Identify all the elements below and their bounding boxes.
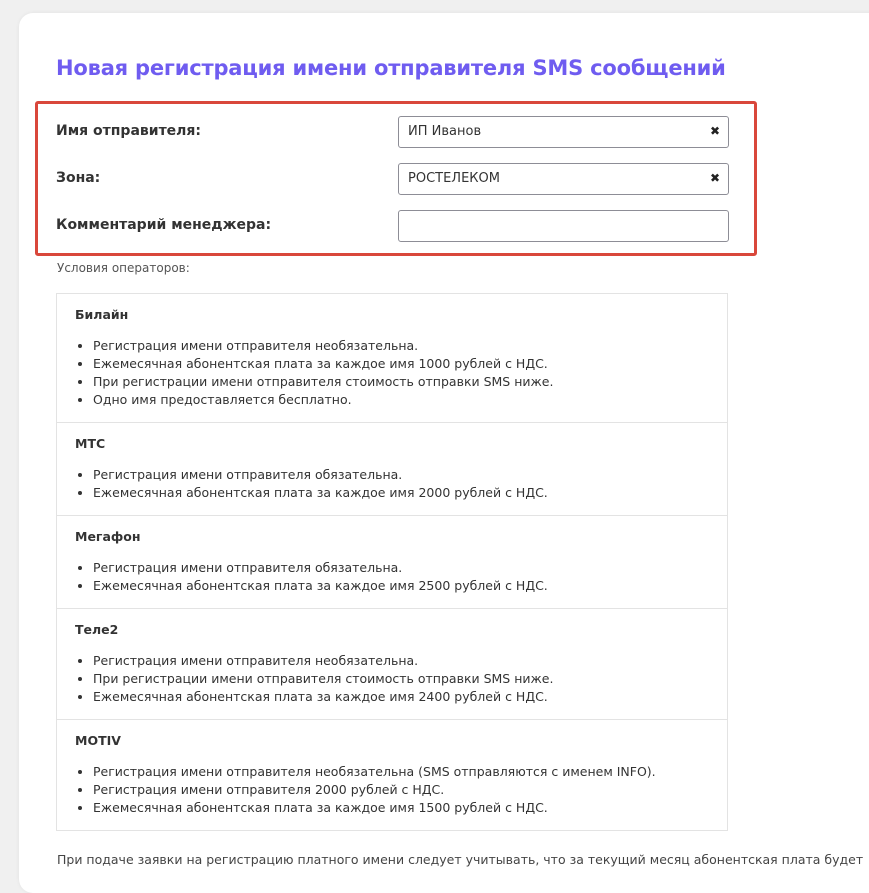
conditions-label: Условия операторов: (57, 261, 190, 275)
operator-block-beeline (57, 294, 727, 422)
condition-item: • Регистрация имени отправителя 2000 рублей с НДС. (93, 781, 709, 799)
manager-comment-input[interactable] (399, 211, 728, 241)
operator-conditions (75, 652, 709, 706)
operators-conditions-list (56, 293, 728, 831)
manager-comment-field (398, 210, 729, 242)
zone-clear-icon[interactable]: ✖ (709, 171, 720, 185)
manager-comment-row (38, 215, 754, 249)
condition-item: • Ежемесячная абонентская плата за каждое имя 2400 рублей с НДС. (93, 688, 709, 706)
condition-item: • Ежемесячная абонентская плата за каждое имя 1000 рублей с НДС. (93, 355, 709, 373)
zone-label: Зона: (56, 170, 101, 186)
condition-item: • При регистрации имени отправителя стоимость отправки SMS ниже. (93, 670, 709, 688)
condition-item: • Одно имя предоставляется бесплатно. (93, 391, 709, 409)
condition-item: • При регистрации имени отправителя стоимость отправки SMS ниже. (93, 373, 709, 391)
condition-item: • Ежемесячная абонентская плата за каждое имя 2500 рублей с НДС. (93, 577, 709, 595)
operator-name: Билайн (75, 307, 129, 322)
page-title: Новая регистрация имени отправителя SMS сообщений (56, 56, 726, 80)
condition-item: • Регистрация имени отправителя обязательна. (93, 466, 709, 484)
operator-conditions (75, 559, 709, 595)
sender-name-row (38, 121, 754, 155)
zone-select[interactable] (398, 163, 729, 195)
sender-name-value: ИП Иванов (408, 124, 482, 139)
operator-name: Теле2 (75, 622, 119, 637)
operator-block-mts (57, 422, 727, 515)
sender-form-highlight (35, 101, 757, 256)
main-card (19, 13, 869, 893)
operator-conditions (75, 763, 709, 817)
condition-item: • Регистрация имени отправителя необязательна. (93, 652, 709, 670)
operator-name: MOTIV (75, 733, 121, 748)
footer-note: При подаче заявки на регистрацию платного имени следует учитывать, что за текущий месяц абонентская плата будет (57, 852, 864, 867)
condition-item: • Ежемесячная абонентская плата за каждое имя 2000 рублей с НДС. (93, 484, 709, 502)
manager-comment-label: Комментарий менеджера: (56, 217, 272, 233)
operator-conditions (75, 466, 709, 502)
operator-name: МТС (75, 436, 106, 451)
sender-name-field[interactable] (398, 116, 729, 148)
condition-item: • Регистрация имени отправителя обязательна. (93, 559, 709, 577)
operator-block-tele2 (57, 608, 727, 719)
operator-block-motiv (57, 719, 727, 830)
condition-item: • Регистрация имени отправителя необязательна. (93, 337, 709, 355)
sender-name-label: Имя отправителя: (56, 123, 202, 139)
zone-value: РОСТЕЛЕКОМ (408, 171, 500, 186)
zone-row (38, 168, 754, 202)
operator-conditions (75, 337, 709, 409)
condition-item: • Ежемесячная абонентская плата за каждое имя 1500 рублей с НДС. (93, 799, 709, 817)
condition-item: • Регистрация имени отправителя необязательна (SMS отправляются с именем INFO). (93, 763, 709, 781)
operator-name: Мегафон (75, 529, 141, 544)
sender-name-clear-icon[interactable]: ✖ (709, 124, 720, 138)
operator-block-megafon (57, 515, 727, 608)
